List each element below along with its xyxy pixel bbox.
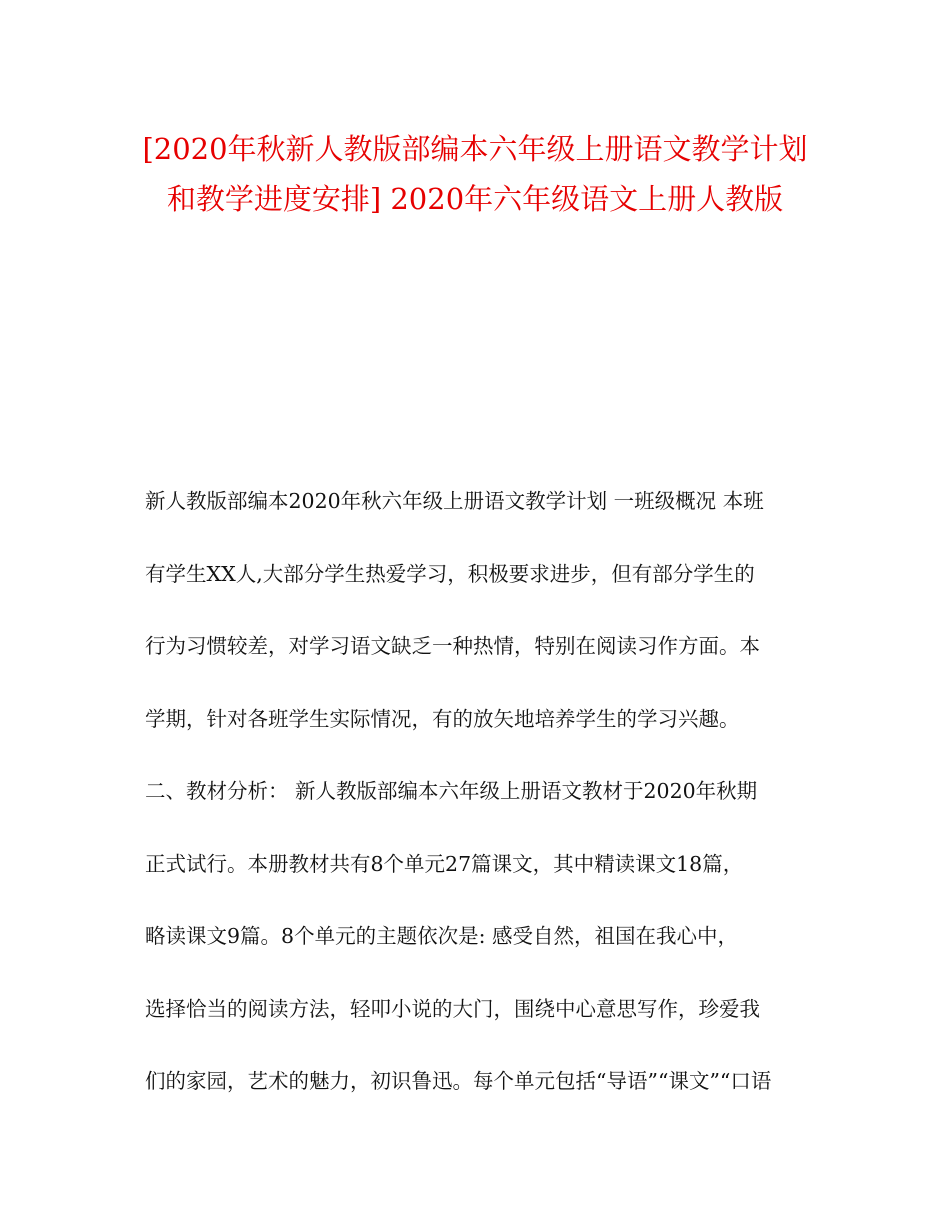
- body-line-3: 行为习惯较差，对学习语文缺乏一种热情，特别在阅读习作方面。本: [145, 634, 760, 658]
- body-line-8: 选择恰当的阅读方法，轻叩小说的大门，围绕中心意思写作，珍爱我: [145, 996, 760, 1021]
- document-body: [145, 475, 810, 1128]
- body-line-7: 略读课文9篇。8个单元的主题依次是: 感受自然，祖国在我心中，: [145, 924, 739, 948]
- title-line-2: 和教学进度安排] 2020年六年级语文上册人教版: [166, 182, 784, 216]
- body-line-4: 学期，针对各班学生实际情况，有的放矢地培养学生的学习兴趣。: [145, 706, 740, 731]
- body-line-9: 们的家园，艺术的魅力，初识鲁迅。每个单元包括“导语”“课文”“口语: [145, 1069, 772, 1093]
- body-line-5: 二、教材分析： 新人教版部编本六年级上册语文教材于2020年秋期: [145, 779, 758, 803]
- title-line-1: [2020年秋新人教版部编本六年级上册语文教学计划: [142, 132, 808, 166]
- document-title: [120, 124, 830, 224]
- body-line-2: 有学生XX人,大部分学生热爱学习，积极要求进步，但有部分学生的: [145, 561, 755, 586]
- body-line-1: 新人教版部编本2020年秋六年级上册语文教学计划 一班级概况 本班: [145, 489, 764, 513]
- body-line-6: 正式试行。本册教材共有8个单元27篇课文，其中精读课文18篇，: [145, 851, 744, 876]
